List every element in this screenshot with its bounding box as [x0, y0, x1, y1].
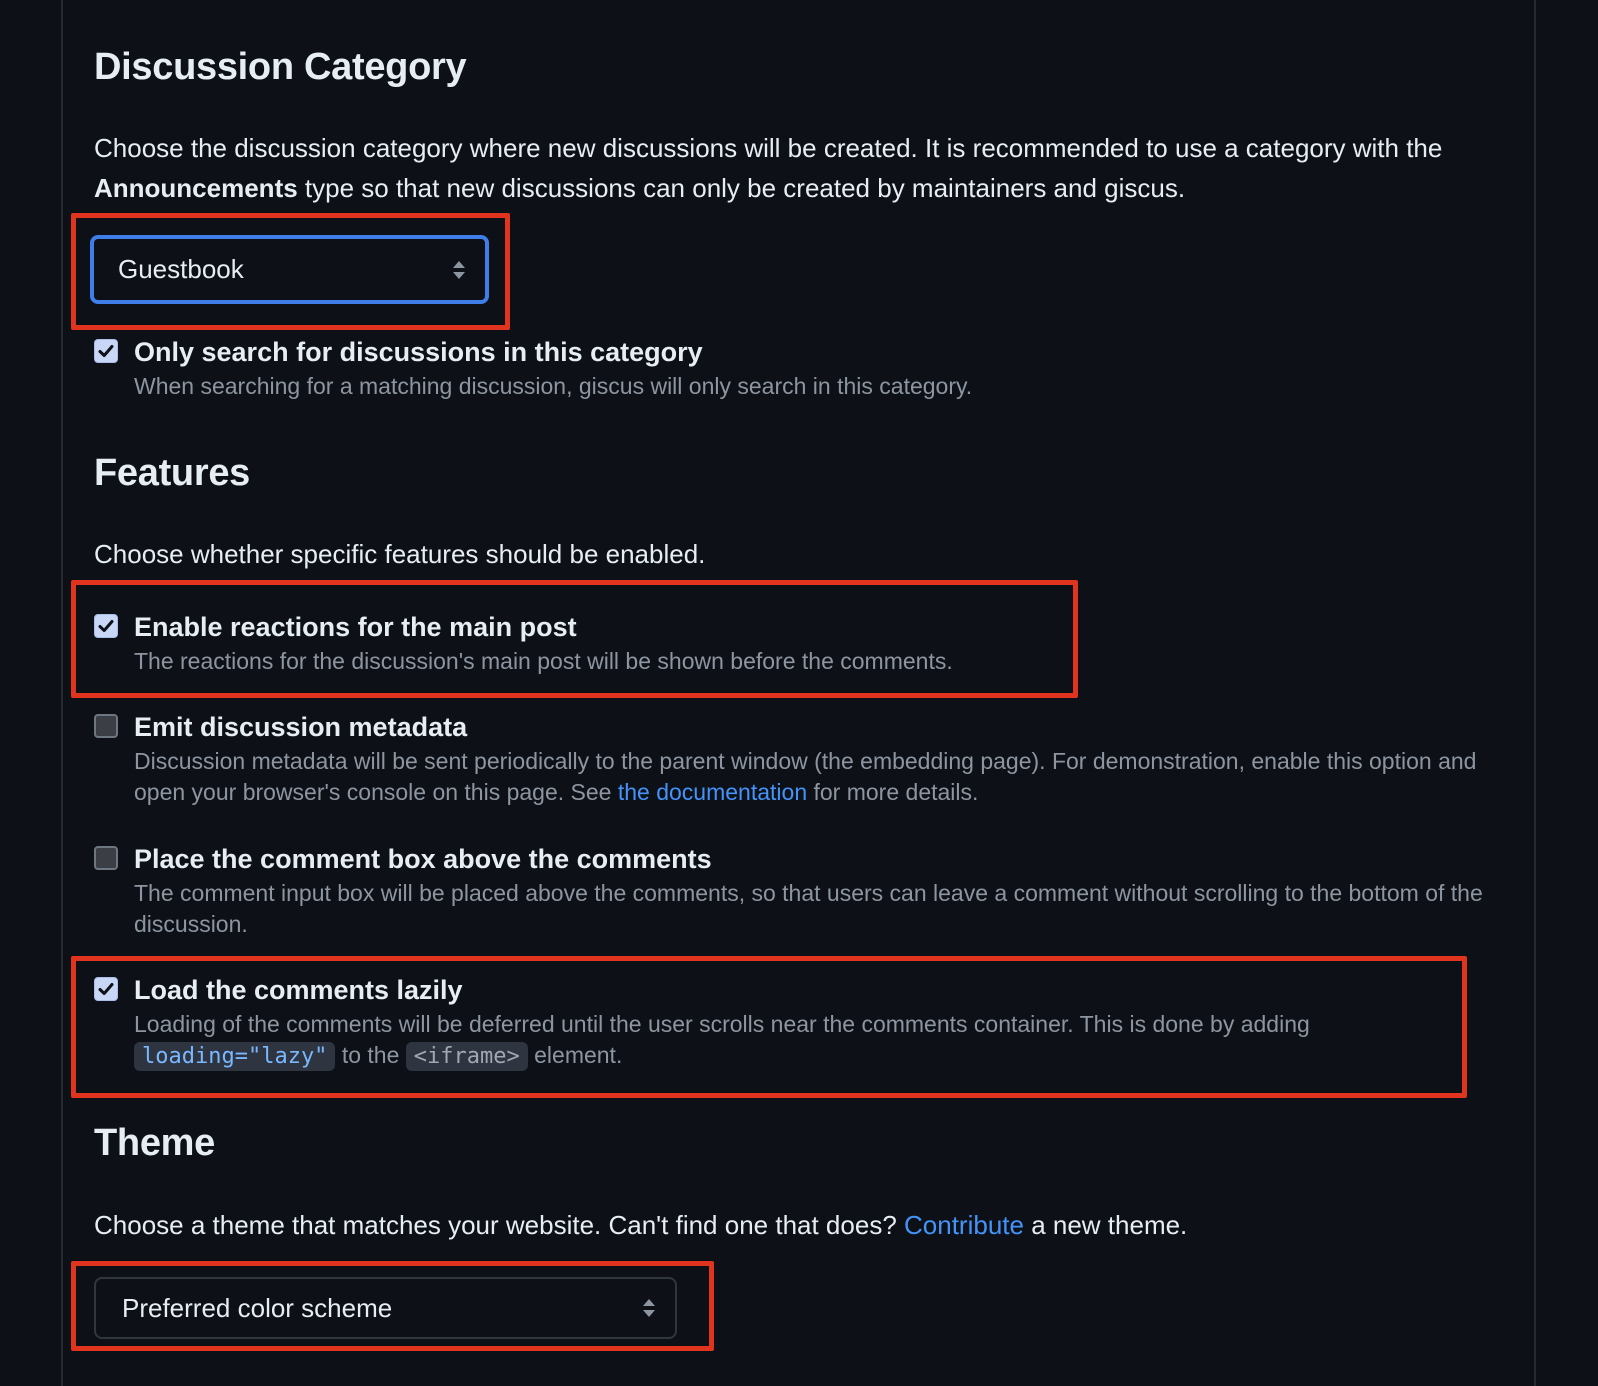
option-only-search [94, 335, 1494, 405]
only-search-description: When searching for a matching discussion, giscus will only search in this category. [134, 373, 973, 399]
documentation-link[interactable]: the documentation [617, 779, 808, 805]
features-description: Choose whether specific features should be enabled. [94, 539, 706, 569]
content-border-left [61, 0, 63, 1386]
option-reactions [94, 610, 1494, 680]
content-border-right [1534, 0, 1536, 1386]
select-arrows-icon [451, 259, 467, 281]
check-icon [97, 342, 115, 360]
metadata-label[interactable]: Emit discussion metadata [134, 712, 468, 742]
comment-box-checkbox[interactable] [94, 846, 118, 870]
reactions-label[interactable]: Enable reactions for the main post [134, 612, 577, 642]
check-icon [97, 617, 115, 635]
reactions-description: The reactions for the discussion's main post will be shown before the comments. [134, 648, 953, 674]
lazy-checkbox[interactable] [94, 977, 118, 1001]
discussion-category-select-value: Guestbook [118, 254, 244, 284]
theme-heading: Theme [94, 1122, 215, 1164]
theme-select-value: Preferred color scheme [122, 1292, 393, 1323]
discussion-category-description: Choose the discussion category where new discussions will be created. It is recommended to use a category with the Announcements type so that new discussions can only be created by maintainers and giscus. [94, 133, 1443, 203]
lazy-label[interactable]: Load the comments lazily [134, 975, 463, 1005]
features-heading: Features [94, 452, 251, 494]
check-icon [97, 980, 115, 998]
code-loading-lazy: loading="lazy" [134, 1042, 335, 1071]
lazy-description: Loading of the comments will be deferred until the user scrolls near the comments container. This is done by adding loading="lazy" to the <iframe> element. [134, 1011, 1310, 1069]
discussion-category-select[interactable] [90, 235, 489, 304]
option-metadata [94, 710, 1494, 810]
contribute-link[interactable]: Contribute [904, 1210, 1024, 1240]
metadata-checkbox[interactable] [94, 714, 118, 738]
only-search-label[interactable]: Only search for discussions in this category [134, 337, 703, 367]
comment-box-label[interactable]: Place the comment box above the comments [134, 844, 712, 874]
theme-select[interactable] [94, 1277, 677, 1339]
option-comment-box [94, 842, 1494, 942]
comment-box-description: The comment input box will be placed above the comments, so that users can leave a comment without scrolling to the bottom of the discussion. [134, 880, 1483, 937]
theme-description: Choose a theme that matches your website. Can't find one that does? Contribute a new theme. [94, 1210, 1188, 1240]
code-iframe: <iframe> [406, 1042, 528, 1071]
only-search-checkbox[interactable] [94, 339, 118, 363]
select-arrows-icon [641, 1297, 657, 1319]
metadata-description: Discussion metadata will be sent periodically to the parent window (the embedding page). For demonstration, enable this option and open your browser's console on this page. See the documentation for more details. [134, 748, 1477, 805]
discussion-category-heading: Discussion Category [94, 46, 467, 88]
reactions-checkbox[interactable] [94, 614, 118, 638]
option-lazy [94, 973, 1494, 1073]
